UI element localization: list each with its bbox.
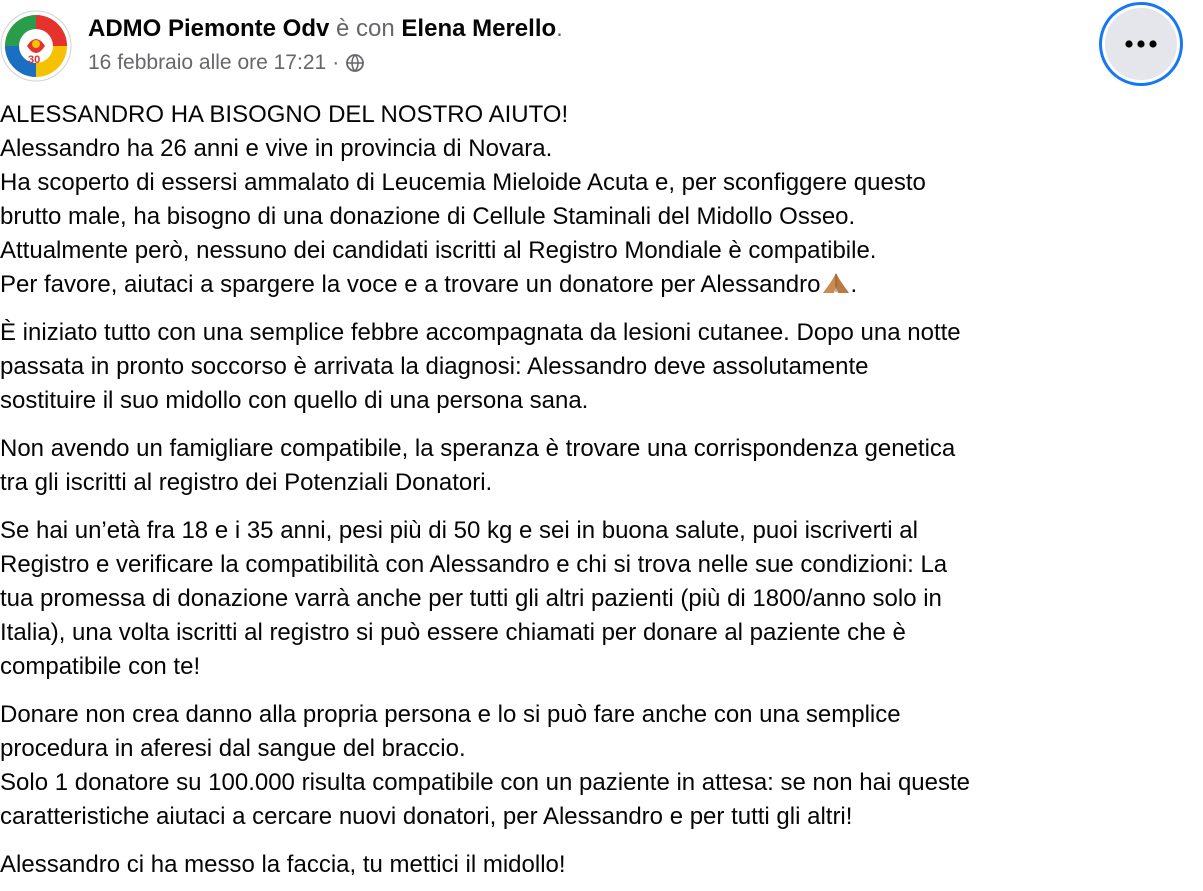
avatar-badge: 30 <box>28 54 41 66</box>
author-name-link[interactable]: ADMO Piemonte Odv <box>88 15 330 42</box>
avatar[interactable] <box>0 10 72 82</box>
text-line: Alessandro ha 26 anni e vive in provincia di Novara. <box>0 135 553 162</box>
avatar-logo-icon <box>0 10 72 82</box>
text-line: brutto male, ha bisogno di una donazione di Cellule Staminali del Midollo Osseo. <box>0 203 856 230</box>
text-line: È iniziato tutto con una semplice febbre accompagnata da lesioni cutanee. Dopo una notte <box>0 319 961 346</box>
text-line: Se hai un’età fra 18 e i 35 anni, pesi più di 50 kg e sei in buona salute, puoi iscriverti al <box>0 517 918 544</box>
paragraph-1 <box>0 98 1203 302</box>
text-segment: Per favore, aiutaci a spargere la voce e a trovare un donatore per Alessandro <box>0 271 821 298</box>
post-body <box>0 98 1203 891</box>
post-meta <box>88 50 365 76</box>
tagged-suffix: . <box>556 15 563 42</box>
post-date-link[interactable]: 16 febbraio alle ore 17:21 <box>88 51 327 74</box>
text-line: tua promessa di donazione varrà anche per tutti gli altri pazienti (più di 1800/anno solo in <box>0 585 942 612</box>
text-line: ALESSANDRO HA BISOGNO DEL NOSTRO AIUTO! <box>0 101 569 128</box>
text-line: Registro e verificare la compatibilità con Alessandro e chi si trova nelle sue condizioni: La <box>0 551 948 578</box>
globe-icon[interactable] <box>345 53 365 73</box>
text-line: caratteristiche aiutaci a cercare nuovi donatori, per Alessandro e per tutti gli altri! <box>0 803 853 830</box>
text-line: Ha scoperto di essersi ammalato di Leucemia Mieloide Acuta e, per sconfiggere questo <box>0 169 926 196</box>
text-line: procedura in aferesi dal sangue del braccio. <box>0 735 466 762</box>
text-line: compatibile con te! <box>0 653 201 680</box>
text-line: sostituire il suo midollo con quello di una persona sana. <box>0 387 589 414</box>
paragraph-2 <box>0 316 1203 418</box>
paragraph-6 <box>0 848 1203 882</box>
text-line: Donare non crea danno alla propria persona e lo si può fare anche con una semplice <box>0 701 901 728</box>
paragraph-3 <box>0 432 1203 500</box>
tagged-person-link[interactable]: Elena Merello <box>401 15 557 42</box>
text-line: tra gli iscritti al registro dei Potenziali Donatori. <box>0 469 493 496</box>
text-line: Solo 1 donatore su 100.000 risulta compatibile con un paziente in attesa: se non hai queste <box>0 769 970 796</box>
text-line <box>0 268 1203 302</box>
with-text: è con <box>336 15 395 42</box>
author-line <box>88 14 563 44</box>
text-line: passata in pronto soccorso è arrivata la diagnosi: Alessandro deve assolutamente <box>0 353 869 380</box>
paragraph-5 <box>0 698 1203 834</box>
text-line: Attualmente però, nessuno dei candidati iscritti al Registro Mondiale è compatibile. <box>0 237 877 264</box>
paragraph-4 <box>0 514 1203 684</box>
folded-hands-emoji-icon <box>821 271 851 295</box>
text-line: Alessandro ci ha messo la faccia, tu mettici il midollo! <box>0 851 566 878</box>
text-line: Italia), una volta iscritti al registro si può essere chiamati per donare al paziente che è <box>0 619 906 646</box>
post-header <box>0 0 1203 96</box>
ellipsis-icon <box>1124 39 1158 49</box>
meta-separator: · <box>332 51 340 74</box>
text-segment: . <box>850 271 858 298</box>
text-line: Non avendo un famigliare compatibile, la speranza è trovare una corrispondenza genetica <box>0 435 956 462</box>
more-options-button[interactable] <box>1102 5 1180 83</box>
